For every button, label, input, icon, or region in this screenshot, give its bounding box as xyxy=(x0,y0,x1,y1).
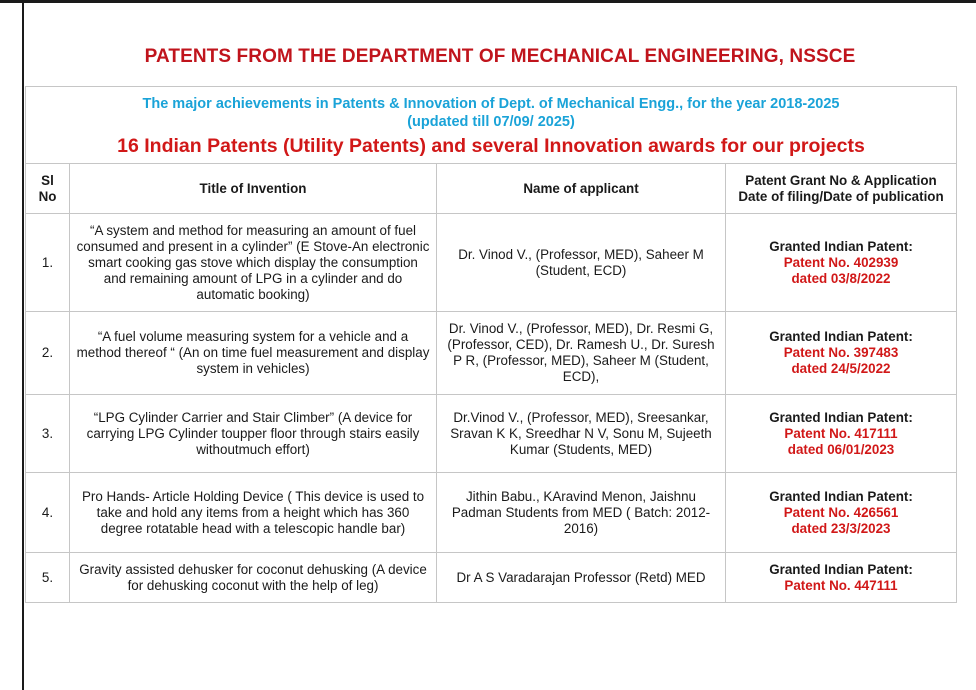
granted-label: Granted Indian Patent: xyxy=(769,409,913,425)
applicant-names: Dr. Vinod V., (Professor, MED), Dr. Resmi G, (Professor, CED), Dr. Ramesh U., Dr. Suresh P R, (Professor, MED), Saheer M (Student, ECD), xyxy=(437,312,726,395)
sl-number: 3. xyxy=(26,395,70,473)
banner-updated-text: (updated till 07/09/ 2025) xyxy=(407,114,575,130)
table-row xyxy=(26,214,957,312)
banner-patent-count-text: 16 Indian Patents (Utility Patents) and several Innovation awards for our projects xyxy=(117,135,865,157)
sl-number: 4. xyxy=(26,473,70,553)
patent-number: Patent No. 402939 xyxy=(783,254,899,270)
applicant-names: Dr. Vinod V., (Professor, MED), Saheer M (Student, ECD) xyxy=(437,214,726,312)
patent-number: Patent No. 397483 xyxy=(783,345,899,360)
sl-number: 5. xyxy=(26,553,70,603)
patent-info xyxy=(726,553,957,603)
patent-info xyxy=(726,214,957,312)
granted-label: Granted Indian Patent: xyxy=(769,561,913,577)
granted-label: Granted Indian Patent: xyxy=(769,488,913,504)
patent-info xyxy=(726,312,957,395)
patent-number: Patent No. 447111 xyxy=(784,577,898,593)
patent-date: dated 23/3/2023 xyxy=(791,520,891,536)
page-title: PATENTS FROM THE DEPARTMENT OF MECHANICAL ENGINEERING, NSSCE xyxy=(144,46,856,67)
applicant-names: Dr.Vinod V., (Professor, MED), Sreesankar, Sravan K K, Sreedhar N V, Sonu M, Sujeeth Kumar (Students, MED) xyxy=(437,395,726,473)
invention-title: Gravity assisted dehusker for coconut dehusking (A device for dehusking coconut with the help of leg) xyxy=(70,553,437,603)
patents-table xyxy=(25,86,957,603)
invention-title: “A system and method for measuring an amount of fuel consumed and present in a cylinder” (E Stove-An electronic smart cooking gas stove which display the consumption and remaining amount of LPG in a cylinder and do automatic booking) xyxy=(70,214,437,312)
applicant-names: Dr A S Varadarajan Professor (Retd) MED xyxy=(437,553,726,603)
banner-achievements-text: The major achievements in Patents & Innovation of Dept. of Mechanical Engg., for the year 2018-2025 xyxy=(142,96,840,112)
table-row xyxy=(26,553,957,603)
invention-title: “LPG Cylinder Carrier and Stair Climber” (A device for carrying LPG Cylinder toupper floor through stairs easily withoutmuch effort) xyxy=(70,395,437,473)
patent-date: dated 24/5/2022 xyxy=(791,361,891,376)
granted-label: Granted Indian Patent: xyxy=(769,329,913,344)
table-row xyxy=(26,395,957,473)
header-row xyxy=(26,164,957,214)
table-row xyxy=(26,312,957,395)
sl-number: 1. xyxy=(26,214,70,312)
patent-info xyxy=(726,473,957,553)
sl-number: 2. xyxy=(26,312,70,395)
invention-title: Pro Hands- Article Holding Device ( This device is used to take and hold any items from a height which has 360 degree rotatable head with a telescopic handle bar) xyxy=(70,473,437,553)
patent-number: Patent No. 417111 xyxy=(784,425,898,441)
invention-title: “A fuel volume measuring system for a vehicle and a method thereof “ (An on time fuel measurement and display system in vehicles) xyxy=(70,312,437,395)
patent-number: Patent No. 426561 xyxy=(783,504,899,520)
left-border-line xyxy=(22,0,24,690)
patent-info xyxy=(726,395,957,473)
table-row xyxy=(26,473,957,553)
patent-date: dated 03/8/2022 xyxy=(791,270,891,286)
granted-label: Granted Indian Patent: xyxy=(769,238,913,254)
header-patent-grant: Patent Grant No & Application Date of filing/Date of publication xyxy=(726,164,957,214)
patent-date: dated 06/01/2023 xyxy=(787,441,895,457)
applicant-names: Jithin Babu., KAravind Menon, Jaishnu Padman Students from MED ( Batch: 2012-2016) xyxy=(437,473,726,553)
top-border-line xyxy=(0,0,976,3)
header-title: Title of Invention xyxy=(70,164,437,214)
banner-cell xyxy=(26,87,957,164)
header-sl-no: Sl No xyxy=(26,164,70,214)
banner-row xyxy=(26,87,957,164)
header-applicant: Name of applicant xyxy=(437,164,726,214)
